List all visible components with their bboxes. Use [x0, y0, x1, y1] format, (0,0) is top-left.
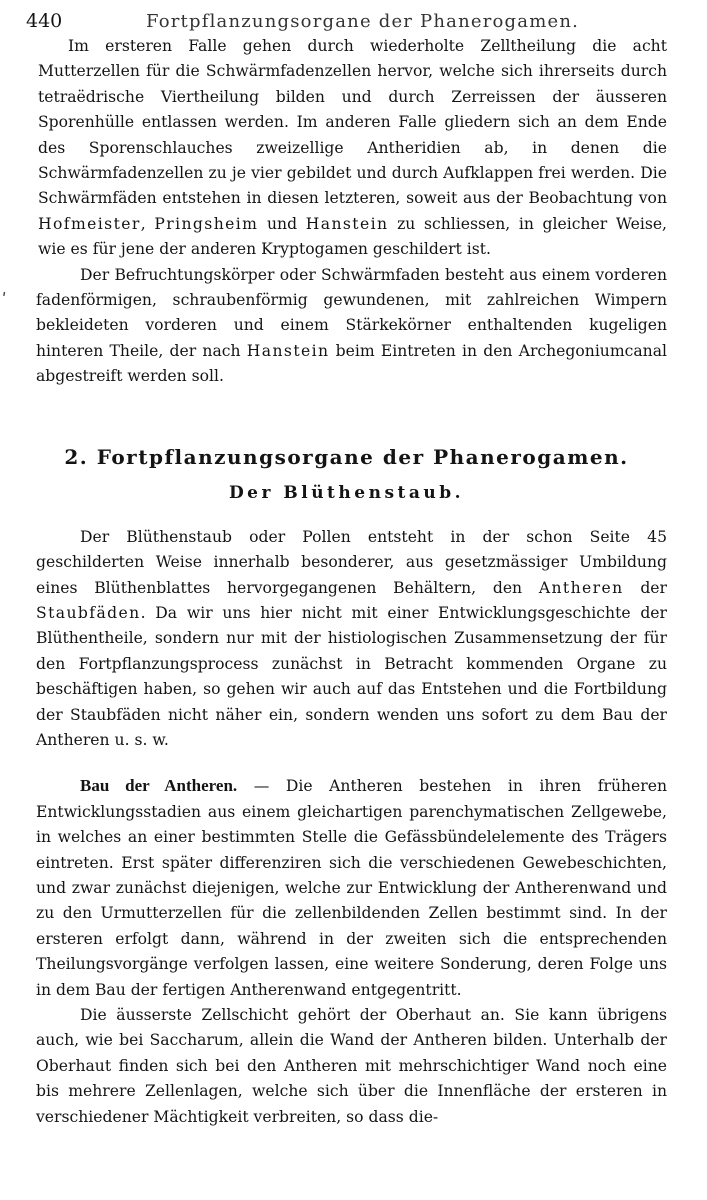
- running-head: [26, 8, 667, 34]
- author-name: Pringsheim: [154, 214, 259, 233]
- separator-text: ,: [140, 214, 155, 233]
- section-subheading: Der Blüthenstaub.: [228, 482, 465, 503]
- margin-mark: ʹ: [2, 290, 7, 309]
- spacer: [26, 753, 667, 773]
- conjunction-text: und: [258, 214, 306, 233]
- term-staubfaeden: Staubfäden: [36, 603, 141, 622]
- author-name: Hanstein: [305, 214, 389, 233]
- term-antheren: Antheren: [538, 578, 624, 597]
- paragraph-5-text: Die äusserste Zellschicht gehört der Oberhaut an. Sie kann übrigens auch, wie bei Saccharum, allein die Wand der Antheren bilden. Unterhalb der Oberhaut finden sich bei den Antheren mit mehrschichtiger Wand noch eine bis mehrere Zellenlagen, welche sich über die Innenfläche der ersteren in verschiedener Mächtigkeit verbreiten, so dass die-: [36, 1006, 667, 1126]
- section-heading: 2. Fortpflanzungsorgane der Phanerogamen.: [64, 444, 629, 469]
- paragraph-2-text-a: Der Befruchtungskörper oder Schwärmfaden besteht aus einem vorderen fadenförmigen, schraubenförmig gewundenen, mit zahlreichen Wimpern bekleideten vorderen und einem Stärkekörner enthaltenden kugeligen hinteren Theile, der nach: [36, 265, 667, 360]
- page-number: 440: [26, 10, 63, 32]
- paragraph-3-text-b: der: [623, 578, 667, 597]
- paragraph-1-tail: zu schliessen, in gleicher Weise, wie es für jene der anderen Kryptogamen geschildert ist.: [38, 214, 668, 259]
- author-name: Hanstein: [246, 341, 330, 360]
- paragraph-2-text-b: beim Eintreten in den Archegoniumcanal abgestreift werden soll.: [36, 341, 667, 386]
- paragraph-2: [26, 263, 667, 390]
- running-title: Fortpflanzungsorgane der Phanerogamen.: [146, 11, 580, 32]
- paragraph-3-text-c: . Da wir uns hier nicht mit einer Entwicklungsgeschichte der Blüthentheile, sondern nur mit der histiologischen Zusammensetzung der für den Fortpflanzungsprocess zunächst in Betracht kommenden Organe zu beschäftigen haben, so gehen wir auch auf das Entstehen und die Fortbildung der Staubfäden nicht näher ein, sondern wenden uns sofort zu dem Bau der Antheren u. s. w.: [36, 603, 667, 749]
- paragraph-1-text: Im ersteren Falle gehen durch wiederholte Zelltheilung die acht Mutterzellen für die Schwärmfadenzellen hervor, welche sich ihrerseits durch tetraëdrische Viertheilung bilden und durch Zerreissen der äusseren Sporenhülle entlassen werden. Im anderen Falle gliedern sich an dem Ende des Sporenschlauches zweizellige Antheridien ab, in denen die Schwärmfadenzellen zu je vier gebildet und durch Aufklappen frei werden. Die Schwärmfäden entstehen in diesen letzteren, soweit aus der Beobachtung von: [38, 37, 667, 208]
- paragraph-4-heading: Bau der Antheren.: [80, 776, 238, 796]
- spacer: [26, 503, 667, 525]
- paragraph-4: [26, 773, 667, 1003]
- paragraph-3-text-a: Der Blüthenstaub oder Pollen entsteht in der schon Seite 45 geschilderten Weise innerhalb besonderer, aus gesetzmässiger Umbildung eines Blüthenblattes hervorgegangenen Behältern, den: [36, 527, 667, 597]
- paragraph-3: [26, 525, 667, 754]
- paragraph-1: [26, 34, 667, 263]
- paragraph-4-text: — Die Antheren bestehen in ihren früheren Entwicklungsstadien aus einem gleichartigen parenchymatischen Zellgewebe, in welches an einer bestimmten Stelle die Gefässbündelelemente des Trägers eintreten. Erst später differenziren sich die verschiedenen Gewebeschichten, und zwar zunächst diejenigen, welche zur Entwicklung der Antherenwand und zu den Urmutterzellen für die zellenbildenden Zellen bestimmt sind. In der ersteren erfolgt dann, während in der zweiten sich die entsprechenden Theilungsvorgänge verfolgen lassen, eine weitere Sonderung, deren Folge uns in dem Bau der fertigen Antherenwand entgegentritt.: [36, 777, 667, 999]
- paragraph-5: [26, 1003, 667, 1130]
- author-name: Hofmeister: [38, 214, 141, 233]
